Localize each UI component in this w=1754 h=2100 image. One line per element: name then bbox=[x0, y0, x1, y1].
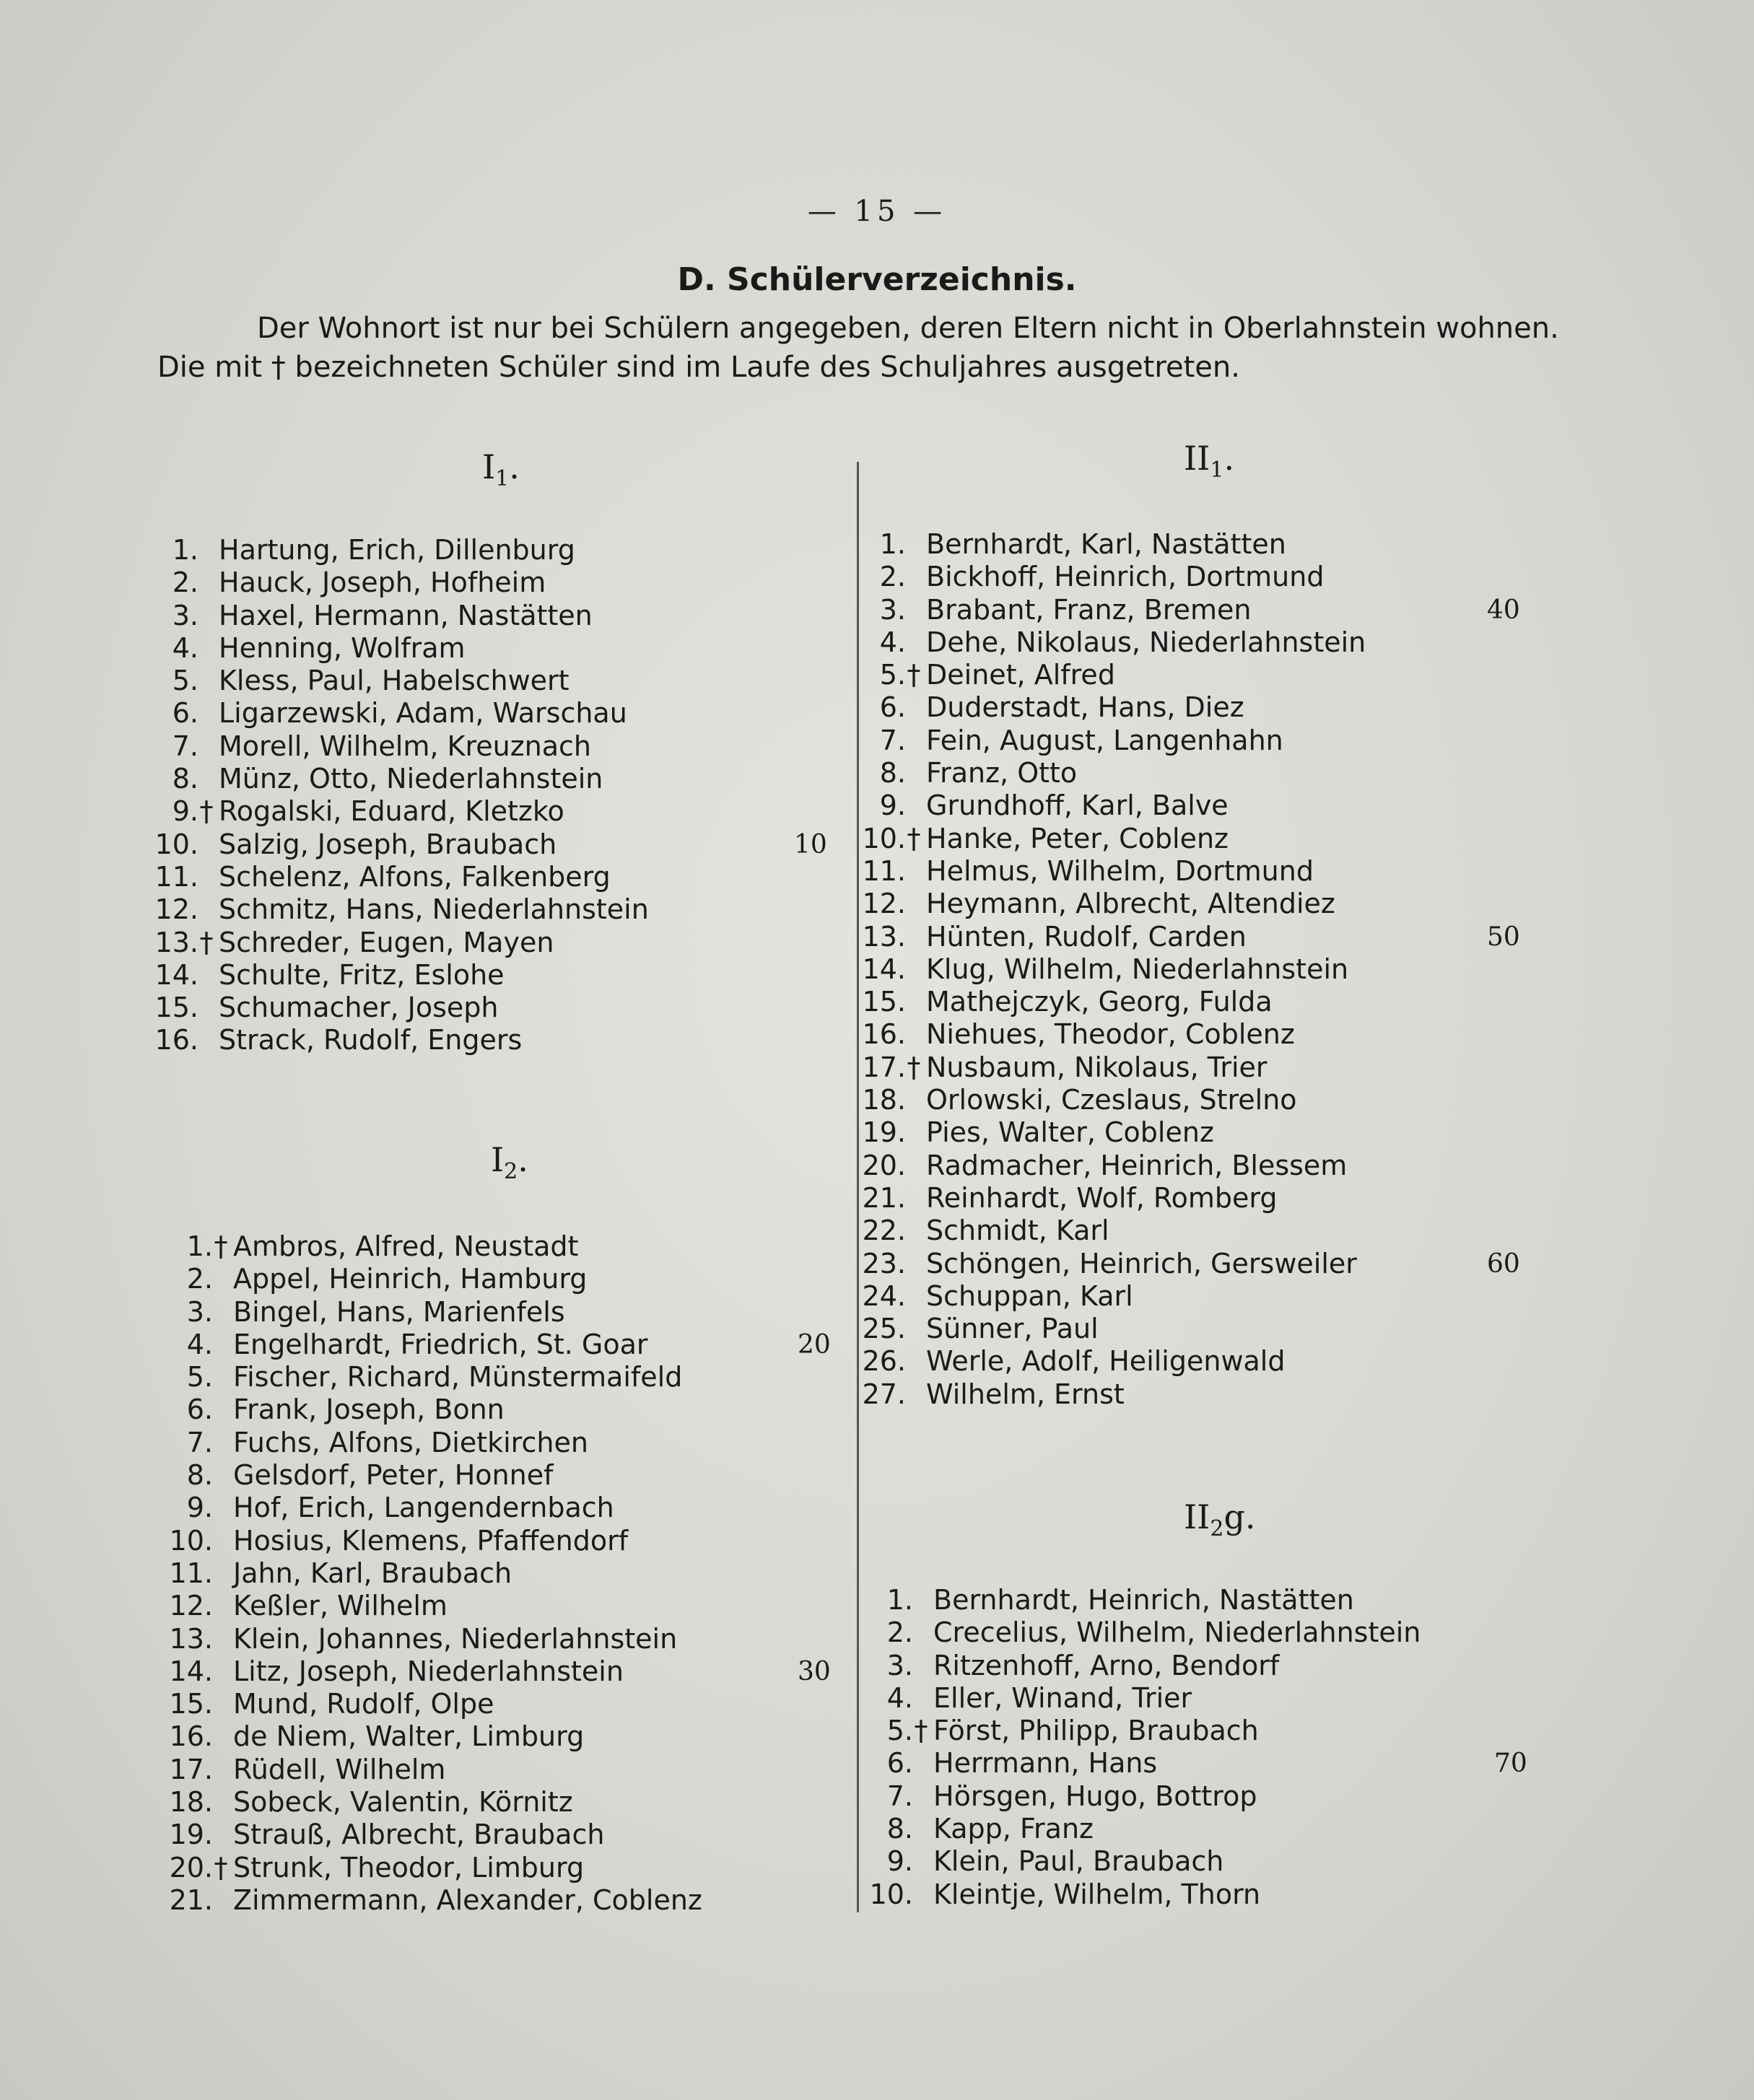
student-name: Bingel, Hans, Marienfels bbox=[233, 1295, 565, 1328]
student-row bbox=[130, 893, 649, 926]
class-heading-sub: 1 bbox=[1210, 458, 1224, 483]
student-name: Rogalski, Eduard, Kletzko bbox=[219, 795, 564, 828]
student-name: Fein, August, Langenhahn bbox=[926, 724, 1283, 756]
student-name: Strunk, Theodor, Limburg bbox=[233, 1851, 585, 1884]
student-row bbox=[837, 823, 1366, 855]
running-count: 30 bbox=[798, 1656, 831, 1686]
student-number: 15. bbox=[169, 1688, 213, 1720]
student-number: 27. bbox=[862, 1378, 906, 1410]
student-name: Engelhardt, Friedrich, St. Goar bbox=[233, 1328, 648, 1360]
student-number: 2. bbox=[879, 561, 906, 593]
student-number: 5. bbox=[172, 665, 198, 697]
student-row bbox=[144, 1361, 702, 1394]
student-row bbox=[130, 534, 649, 566]
student-number: 9. bbox=[186, 1492, 213, 1524]
student-row bbox=[837, 1215, 1366, 1247]
student-name: Niehues, Theodor, Coblenz bbox=[926, 1018, 1295, 1051]
class-heading-sub: 2 bbox=[504, 1159, 518, 1184]
student-name: Hünten, Rudolf, Carden bbox=[926, 920, 1247, 953]
student-name: Schulte, Fritz, Eslohe bbox=[219, 958, 505, 991]
student-row bbox=[837, 659, 1366, 691]
student-number: 19. bbox=[862, 1116, 906, 1149]
student-number: 16. bbox=[154, 1024, 198, 1056]
class-heading-sub: 1 bbox=[495, 466, 510, 491]
student-row bbox=[837, 561, 1366, 593]
student-row bbox=[144, 1688, 702, 1720]
student-name: Deinet, Alfred bbox=[926, 659, 1115, 691]
student-name: Salzig, Joseph, Braubach bbox=[219, 828, 557, 860]
student-number: 6. bbox=[172, 697, 198, 730]
student-number: 8. bbox=[186, 1459, 213, 1492]
student-name: Ritzenhoff, Arno, Bendorf bbox=[933, 1649, 1280, 1681]
student-row bbox=[130, 566, 649, 599]
student-row bbox=[130, 927, 649, 959]
student-row bbox=[130, 600, 649, 632]
student-row bbox=[130, 632, 649, 665]
student-name: Hanke, Peter, Coblenz bbox=[926, 822, 1229, 854]
student-name: Fuchs, Alfons, Dietkirchen bbox=[233, 1426, 588, 1458]
student-name: Hauck, Joseph, Hofheim bbox=[219, 566, 546, 599]
student-number: 13. bbox=[862, 920, 906, 953]
student-name: Dehe, Nikolaus, Niederlahnstein bbox=[926, 626, 1366, 658]
student-number: 4. bbox=[186, 1328, 213, 1360]
student-number: 1. bbox=[879, 528, 906, 560]
student-name: Appel, Heinrich, Hamburg bbox=[233, 1263, 588, 1295]
student-row bbox=[837, 1018, 1366, 1051]
student-name: Herrmann, Hans bbox=[933, 1747, 1158, 1780]
student-row bbox=[837, 1182, 1366, 1215]
student-name: Sobeck, Valentin, Körnitz bbox=[233, 1786, 573, 1819]
student-row bbox=[837, 920, 1520, 953]
student-row bbox=[845, 1650, 1421, 1682]
student-row bbox=[130, 730, 649, 763]
student-name: Brabant, Franz, Bremen bbox=[926, 593, 1252, 626]
class-heading-i1 bbox=[482, 447, 520, 491]
student-number: 2. bbox=[886, 1616, 913, 1649]
student-row bbox=[837, 1345, 1366, 1378]
student-name: Radmacher, Heinrich, Blessem bbox=[926, 1149, 1348, 1181]
student-list-i1 bbox=[130, 534, 827, 1057]
student-number: 10. bbox=[869, 1878, 913, 1910]
student-row bbox=[130, 665, 649, 697]
student-row bbox=[837, 1150, 1366, 1182]
student-number: 21. bbox=[862, 1181, 906, 1214]
student-row bbox=[144, 1557, 702, 1590]
student-row bbox=[144, 1819, 702, 1851]
student-name: Först, Philipp, Braubach bbox=[933, 1715, 1259, 1747]
student-name: Haxel, Hermann, Nastätten bbox=[219, 599, 593, 631]
student-number: 3. bbox=[172, 599, 198, 631]
student-row bbox=[144, 1852, 702, 1884]
student-number: 5. bbox=[879, 659, 906, 691]
student-name: Hof, Erich, Langendernbach bbox=[233, 1492, 614, 1524]
class-heading-main: I bbox=[491, 1140, 505, 1179]
student-number: 22. bbox=[862, 1215, 906, 1247]
student-number: 11. bbox=[169, 1557, 213, 1589]
student-name: Ambros, Alfred, Neustadt bbox=[233, 1230, 579, 1262]
student-name: Hosius, Klemens, Pfaffendorf bbox=[233, 1524, 629, 1557]
student-number: 13. bbox=[169, 1622, 213, 1655]
student-name: Nusbaum, Nikolaus, Trier bbox=[926, 1051, 1267, 1083]
student-row bbox=[837, 626, 1366, 659]
class-heading-suffix: . bbox=[518, 1140, 528, 1179]
student-number: 7. bbox=[879, 724, 906, 756]
class-heading-suffix: g. bbox=[1223, 1497, 1256, 1536]
student-number: 1. bbox=[172, 534, 198, 566]
student-number: 6. bbox=[886, 1747, 913, 1780]
student-number: 4. bbox=[879, 626, 906, 658]
student-number: 8. bbox=[879, 757, 906, 789]
student-list-ii1 bbox=[837, 528, 1520, 1411]
student-name: Duderstadt, Hans, Diez bbox=[926, 691, 1244, 724]
student-row bbox=[130, 795, 649, 828]
student-row bbox=[845, 1747, 1527, 1780]
student-number: 3. bbox=[186, 1295, 213, 1328]
running-count: 50 bbox=[1487, 922, 1520, 952]
withdrawn-mark: † bbox=[914, 1715, 928, 1747]
student-name: Kless, Paul, Habelschwert bbox=[219, 665, 570, 697]
withdrawn-mark: † bbox=[214, 1230, 228, 1262]
student-number: 2. bbox=[172, 566, 198, 599]
student-name: Grundhoff, Karl, Balve bbox=[926, 789, 1229, 822]
student-number: 14. bbox=[169, 1655, 213, 1687]
student-number: 6. bbox=[186, 1394, 213, 1426]
class-heading-ii2g bbox=[1184, 1497, 1256, 1541]
class-heading-main: II bbox=[1184, 439, 1210, 478]
student-number: 7. bbox=[172, 730, 198, 762]
student-name: Hörsgen, Hugo, Bottrop bbox=[933, 1780, 1257, 1812]
withdrawn-mark: † bbox=[907, 659, 921, 691]
student-number: 23. bbox=[862, 1247, 906, 1279]
student-number: 15. bbox=[862, 986, 906, 1018]
student-number: 1. bbox=[886, 1584, 913, 1616]
student-number: 8. bbox=[886, 1813, 913, 1845]
student-name: Kleintje, Wilhelm, Thorn bbox=[933, 1878, 1261, 1910]
student-number: 1. bbox=[186, 1230, 213, 1262]
student-number: 5. bbox=[186, 1361, 213, 1394]
student-name: Orlowski, Czeslaus, Strelno bbox=[926, 1084, 1297, 1116]
student-name: Eller, Winand, Trier bbox=[933, 1681, 1192, 1714]
student-name: Bickhoff, Heinrich, Dortmund bbox=[926, 561, 1325, 593]
student-name: Gelsdorf, Peter, Honnef bbox=[233, 1459, 554, 1492]
student-row bbox=[144, 1590, 702, 1622]
student-number: 26. bbox=[862, 1345, 906, 1378]
student-name: Schreder, Eugen, Mayen bbox=[219, 926, 554, 958]
student-name: Keßler, Wilhelm bbox=[233, 1590, 448, 1622]
student-name: Bernhardt, Karl, Nastätten bbox=[926, 528, 1286, 560]
student-number: 16. bbox=[862, 1018, 906, 1051]
withdrawn-mark: † bbox=[214, 1851, 228, 1884]
student-row bbox=[144, 1720, 702, 1753]
student-row bbox=[130, 992, 649, 1024]
student-number: 8. bbox=[172, 763, 198, 795]
student-name: Frank, Joseph, Bonn bbox=[233, 1394, 505, 1426]
student-name: Schmitz, Hans, Niederlahnstein bbox=[219, 893, 649, 926]
student-number: 12. bbox=[154, 893, 198, 926]
student-number: 19. bbox=[169, 1819, 213, 1851]
student-name: Sünner, Paul bbox=[926, 1313, 1099, 1345]
running-count: 10 bbox=[794, 829, 827, 859]
student-name: Klein, Paul, Braubach bbox=[933, 1845, 1224, 1878]
student-number: 6. bbox=[879, 691, 906, 724]
student-row bbox=[845, 1682, 1421, 1715]
student-name: Wilhelm, Ernst bbox=[926, 1378, 1125, 1410]
student-name: Pies, Walter, Coblenz bbox=[926, 1116, 1214, 1149]
class-heading-i2 bbox=[491, 1140, 528, 1184]
student-row bbox=[837, 528, 1366, 561]
student-number: 9. bbox=[879, 789, 906, 822]
student-row bbox=[845, 1878, 1421, 1911]
student-name: Hartung, Erich, Dillenburg bbox=[219, 534, 575, 566]
student-number: 15. bbox=[154, 992, 198, 1024]
class-heading-ii1 bbox=[1184, 439, 1234, 483]
student-row bbox=[837, 953, 1366, 986]
student-row bbox=[144, 1492, 702, 1524]
student-name: Mathejczyk, Georg, Fulda bbox=[926, 986, 1273, 1018]
student-number: 9. bbox=[172, 795, 198, 828]
student-number: 20. bbox=[862, 1149, 906, 1181]
student-number: 7. bbox=[886, 1780, 913, 1812]
withdrawn-mark: † bbox=[199, 795, 214, 828]
student-row bbox=[845, 1780, 1421, 1813]
student-number: 18. bbox=[169, 1786, 213, 1819]
student-row bbox=[130, 959, 649, 992]
running-count: 60 bbox=[1487, 1248, 1520, 1279]
student-row bbox=[144, 1786, 702, 1819]
student-row bbox=[130, 861, 649, 893]
student-name: Strauß, Albrecht, Braubach bbox=[233, 1819, 605, 1851]
page-number: — 15 — bbox=[807, 195, 947, 228]
student-name: Bernhardt, Heinrich, Nastätten bbox=[933, 1584, 1354, 1616]
student-row bbox=[837, 986, 1366, 1018]
student-row bbox=[144, 1754, 702, 1786]
student-number: 10. bbox=[169, 1524, 213, 1557]
section-title: D. Schülerverzeichnis. bbox=[677, 261, 1077, 298]
student-name: Franz, Otto bbox=[926, 757, 1078, 789]
student-name: Rüdell, Wilhelm bbox=[233, 1753, 446, 1785]
student-row bbox=[837, 789, 1366, 822]
student-row bbox=[144, 1427, 702, 1459]
student-number: 17. bbox=[862, 1051, 906, 1083]
class-heading-suffix: . bbox=[1223, 439, 1235, 478]
student-row bbox=[144, 1884, 702, 1917]
student-row bbox=[130, 763, 649, 795]
class-heading-suffix: . bbox=[509, 447, 520, 486]
student-row bbox=[130, 697, 649, 730]
student-row bbox=[837, 593, 1520, 626]
student-name: Morell, Wilhelm, Kreuznach bbox=[219, 730, 591, 762]
student-name: Mund, Rudolf, Olpe bbox=[233, 1688, 494, 1720]
student-name: Zimmermann, Alexander, Coblenz bbox=[233, 1884, 702, 1916]
student-row bbox=[837, 725, 1366, 757]
student-name: Reinhardt, Wolf, Romberg bbox=[926, 1181, 1278, 1214]
student-row bbox=[837, 1116, 1366, 1149]
student-number: 16. bbox=[169, 1720, 213, 1753]
student-name: Kapp, Franz bbox=[933, 1813, 1094, 1845]
student-row bbox=[837, 1084, 1366, 1116]
running-count: 70 bbox=[1494, 1749, 1527, 1779]
student-row bbox=[144, 1263, 702, 1295]
intro-line-1: Der Wohnort ist nur bei Schülern angegeben, deren Eltern nicht in Oberlahnstein wohnen. bbox=[257, 312, 1559, 345]
class-heading-main: I bbox=[482, 447, 496, 486]
student-row bbox=[144, 1623, 702, 1655]
student-row bbox=[837, 855, 1366, 888]
student-number: 14. bbox=[154, 958, 198, 991]
student-row bbox=[837, 691, 1366, 724]
student-name: Litz, Joseph, Niederlahnstein bbox=[233, 1655, 624, 1687]
student-name: Schelenz, Alfons, Falkenberg bbox=[219, 860, 611, 893]
student-name: Klug, Wilhelm, Niederlahnstein bbox=[926, 953, 1349, 985]
student-row bbox=[144, 1296, 702, 1329]
student-number: 20. bbox=[169, 1851, 213, 1884]
student-row bbox=[845, 1616, 1421, 1649]
student-number: 14. bbox=[862, 953, 906, 985]
student-row bbox=[837, 1378, 1366, 1411]
student-row bbox=[837, 1313, 1366, 1345]
student-name: Schöngen, Heinrich, Gersweiler bbox=[926, 1247, 1357, 1279]
student-number: 9. bbox=[886, 1845, 913, 1878]
student-number: 10. bbox=[154, 828, 198, 860]
student-name: Crecelius, Wilhelm, Niederlahnstein bbox=[933, 1616, 1421, 1649]
student-number: 3. bbox=[886, 1649, 913, 1681]
intro-line-2: Die mit † bezeichneten Schüler sind im Laufe des Schuljahres ausgetreten. bbox=[157, 351, 1240, 384]
student-name: Münz, Otto, Niederlahnstein bbox=[219, 763, 603, 795]
student-name: Schuppan, Karl bbox=[926, 1279, 1133, 1312]
student-name: de Niem, Walter, Limburg bbox=[233, 1720, 585, 1753]
running-count: 40 bbox=[1487, 595, 1520, 625]
student-name: Schumacher, Joseph bbox=[219, 992, 499, 1024]
student-number: 21. bbox=[169, 1884, 213, 1916]
student-number: 10. bbox=[862, 822, 906, 854]
student-list-ii2g bbox=[845, 1584, 1527, 1911]
student-row bbox=[130, 828, 827, 861]
student-name: Jahn, Karl, Braubach bbox=[233, 1557, 512, 1589]
student-name: Werle, Adolf, Heiligenwald bbox=[926, 1345, 1286, 1378]
student-number: 5. bbox=[886, 1715, 913, 1747]
student-number: 25. bbox=[862, 1313, 906, 1345]
student-row bbox=[144, 1655, 831, 1688]
student-row bbox=[837, 888, 1366, 920]
student-number: 3. bbox=[879, 593, 906, 626]
student-number: 4. bbox=[172, 631, 198, 664]
student-name: Schmidt, Karl bbox=[926, 1215, 1109, 1247]
withdrawn-mark: † bbox=[907, 822, 921, 854]
student-name: Strack, Rudolf, Engers bbox=[219, 1024, 523, 1056]
student-number: 13. bbox=[154, 926, 198, 958]
student-number: 24. bbox=[862, 1279, 906, 1312]
student-name: Helmus, Wilhelm, Dortmund bbox=[926, 854, 1314, 887]
student-list-i2 bbox=[144, 1230, 831, 1917]
student-number: 17. bbox=[169, 1753, 213, 1785]
student-row bbox=[837, 1247, 1520, 1280]
student-name: Fischer, Richard, Münstermaifeld bbox=[233, 1361, 683, 1394]
student-row bbox=[144, 1328, 831, 1361]
student-row bbox=[837, 1280, 1366, 1313]
student-number: 12. bbox=[862, 888, 906, 920]
student-row bbox=[845, 1813, 1421, 1845]
student-row bbox=[144, 1230, 702, 1263]
student-row bbox=[845, 1715, 1421, 1747]
withdrawn-mark: † bbox=[907, 1051, 921, 1083]
student-number: 12. bbox=[169, 1590, 213, 1622]
student-number: 7. bbox=[186, 1426, 213, 1458]
student-row bbox=[837, 757, 1366, 789]
running-count: 20 bbox=[798, 1329, 831, 1360]
student-name: Heymann, Albrecht, Altendiez bbox=[926, 888, 1335, 920]
student-row bbox=[130, 1024, 649, 1056]
student-row bbox=[144, 1459, 702, 1492]
student-row bbox=[845, 1584, 1421, 1616]
class-heading-main: II bbox=[1184, 1497, 1210, 1536]
student-number: 11. bbox=[862, 854, 906, 887]
student-number: 18. bbox=[862, 1084, 906, 1116]
student-row bbox=[144, 1525, 702, 1557]
student-row bbox=[837, 1051, 1366, 1084]
withdrawn-mark: † bbox=[199, 926, 214, 958]
student-number: 2. bbox=[186, 1263, 213, 1295]
student-row bbox=[845, 1845, 1421, 1878]
student-name: Ligarzewski, Adam, Warschau bbox=[219, 697, 627, 730]
student-row bbox=[144, 1394, 702, 1426]
student-number: 4. bbox=[886, 1681, 913, 1714]
student-name: Klein, Johannes, Niederlahnstein bbox=[233, 1622, 678, 1655]
student-name: Henning, Wolfram bbox=[219, 631, 466, 664]
student-number: 11. bbox=[154, 860, 198, 893]
class-heading-sub: 2 bbox=[1210, 1516, 1224, 1541]
